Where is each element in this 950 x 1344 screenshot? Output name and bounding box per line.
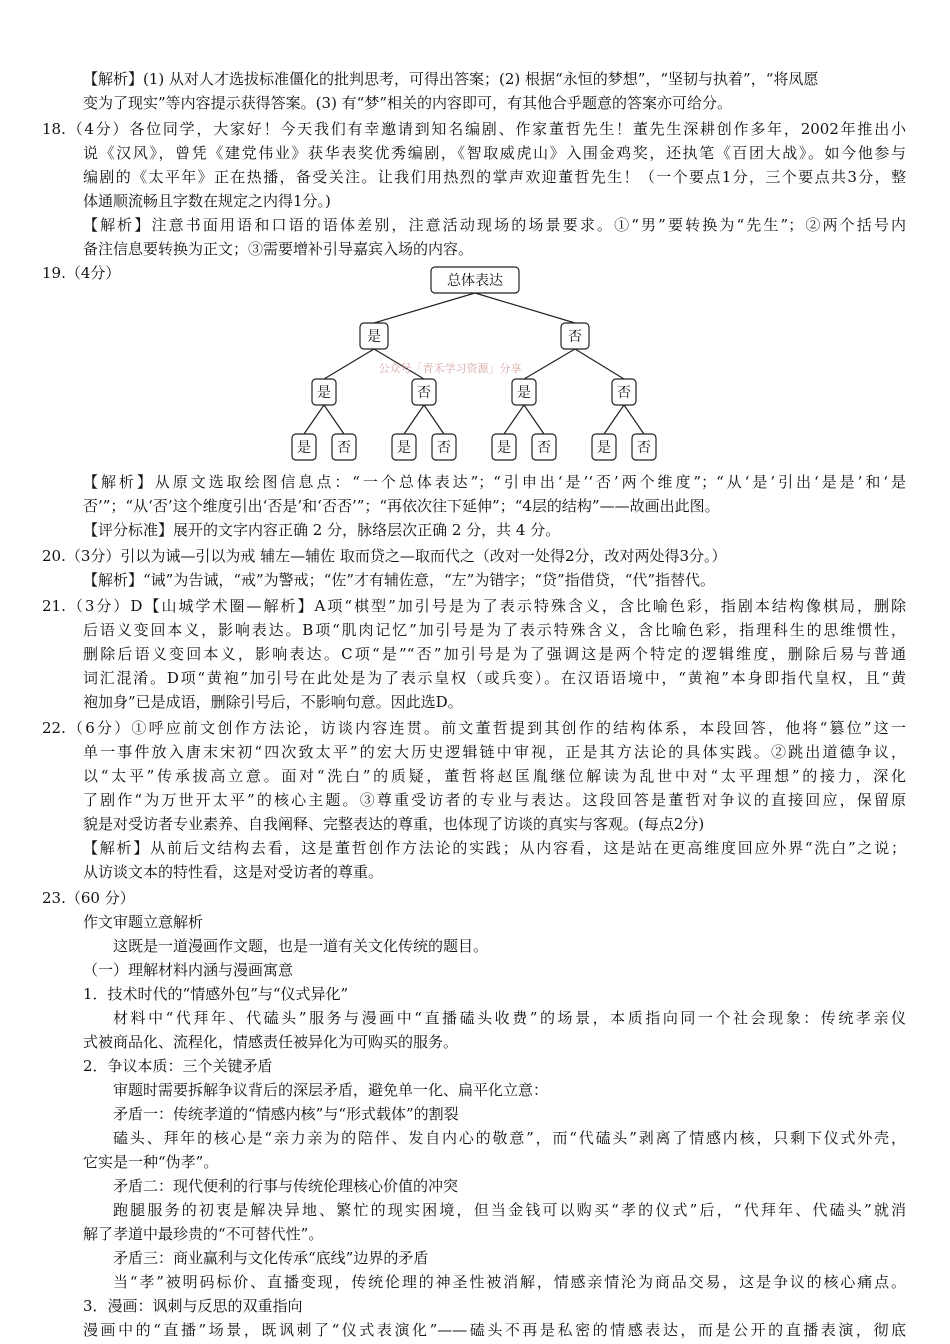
text-line: 备注信息要转换为正文；③需要增补引导嘉宾入场的内容。 (83, 240, 474, 258)
tree-node-label: 是 (297, 440, 311, 456)
tree-node (312, 379, 336, 405)
tree-node (492, 434, 516, 460)
text-line: 【解析】(1) 从对人才选拔标准僵化的批判思考，可得出答案；(2) 根据“永恒的梦想”，“坚韧与执着”，“将凤愿 (83, 70, 819, 88)
tree-edge (504, 405, 524, 434)
tree-node-label: 否 (437, 440, 451, 456)
tree-edge (624, 405, 644, 434)
text-line: 22.（6分）①呼应前文创作方法论，访谈内容连贯。前文董哲提到其创作的结构体系，本段回答，他将“篡位”这一 (42, 719, 906, 737)
text-line: 袍加身”已是成语，删除引号后，不影响句意。因此选D。 (83, 693, 463, 711)
tree-node (592, 434, 616, 460)
tree-node-label: 是 (497, 440, 511, 456)
tree-edge (304, 405, 324, 434)
text-line: 矛盾一：传统孝道的“情感内核”与“形式载体”的割裂 (113, 1105, 459, 1123)
tree-node (432, 434, 456, 460)
text-line: 18.（4分）各位同学，大家好！今天我们有幸邀请到知名编剧、作家董哲先生！董先生深耕创作多年，2002年推出小 (42, 120, 906, 138)
tree-node-label: 否 (337, 440, 351, 456)
tree-node (392, 434, 416, 460)
tree-node-label: 否 (617, 385, 631, 401)
text-line: 【解析】注意书面用语和口语的语体差别，注意活动现场的场景要求。①“男”要转换为“先生”；②两个括号内 (83, 216, 906, 234)
text-line: 跑腿服务的初衷是解决异地、繁忙的现实困境，但当金钱可以购买“孝的仪式”后，“代拜年、代磕头”就消 (113, 1201, 906, 1219)
tree-node-label: 否 (537, 440, 551, 456)
text-line: 变为了现实”等内容提示获得答案。(3) 有“梦”相关的内容即可，有其他合乎题意的答案亦可给分。 (83, 94, 733, 112)
tree-node-label: 否 (637, 440, 651, 456)
subheading-cartoon: 3．漫画：讽刺与反思的双重指向 (83, 1297, 303, 1315)
tree-node-label: 是 (597, 440, 611, 456)
tree-node-label: 总体表达 (447, 273, 503, 289)
tree-edge (324, 349, 374, 379)
tree-edge (524, 405, 544, 434)
tree-node (292, 434, 316, 460)
watermark-text: 公众号「青禾学习资源」分享 (378, 362, 522, 375)
tree-edge (524, 349, 575, 379)
tree-node-label: 否 (568, 329, 582, 345)
text-line: 21.（3分）D【山城学术圈—解析】A项“棋型”加引号是为了表示特殊含义，含比喻色彩，指剧本结构像棋局，删除 (42, 597, 906, 615)
text-line: 【解析】从前后文结构去看，这是董哲创作方法论的实践；从内容看，这是站在更高维度回应外界“洗白”之说； (83, 839, 906, 857)
text-line: 说《汉风》，曾凭《建党伟业》获华表奖优秀编剧，《智取威虎山》入围金鸡奖，还执笔《百团大战》。如今他参与 (83, 144, 906, 162)
text-line: 审题时需要拆解争议背后的深层矛盾，避免单一化、扁平化立意： (113, 1081, 549, 1099)
text-line: 从访谈文本的特性看，这是对受访者的尊重。 (83, 863, 384, 881)
tree-node (512, 379, 536, 405)
text-line: 23.（60 分） (42, 889, 135, 907)
text-line: 它实是一种“伪孝”。 (83, 1153, 219, 1171)
tree-edge (424, 405, 444, 434)
tree-node (431, 267, 519, 293)
text-line: 当“孝”被明码标价、直播变现，传统伦理的神圣性被消解，情感亲情沦为商品交易，这是争议的核心痛点。 (113, 1273, 906, 1291)
text-line: 貌是对受访者专业素养、自我阐释、完整表达的尊重，也体现了访谈的真实与客观。(每点2分) (83, 815, 705, 833)
tree-node-label: 是 (317, 385, 331, 401)
text-line: 磕头、拜年的核心是“亲力亲为的陪伴、发自内心的敬意”，而“代磕头”剥离了情感内核，只剩下仪式外壳， (113, 1129, 906, 1147)
tree-edge (374, 293, 475, 323)
text-line: 式被商品化、流程化，情感责任被异化为可购买的服务。 (83, 1033, 459, 1051)
tree-node (632, 434, 656, 460)
text-line: 以“太平”传承拔高立意。面对“洗白”的质疑，董哲将赵匡胤继位解读为乱世中对“太平理想”的接力，深化 (83, 767, 906, 785)
tree-edge (604, 405, 624, 434)
text-line: 编剧的《太平年》正在热播，备受关注。让我们用热烈的掌声欢迎董哲先生！（一个要点1分，三个要点共3分，整 (83, 168, 906, 186)
tree-edge (404, 405, 424, 434)
text-line: 作文审题立意解析 (83, 913, 204, 931)
text-line: 了剧作“为万世开太平”的核心主题。③尊重受访者的专业与表达。这段回答是董哲对争议的直接回应，保留原 (83, 791, 906, 809)
tree-node (612, 379, 636, 405)
tree-node (360, 323, 388, 349)
tree-node-label: 是 (517, 385, 531, 401)
text-line: 单一事件放入唐末宋初“四次致太平”的宏大历史逻辑链中审视，正是其方法论的具体实践。②跳出道德争议， (83, 743, 906, 761)
text-line: 【评分标准】展开的文字内容正确 2 分，脉络层次正确 2 分，共 4 分。 (83, 521, 561, 539)
text-line: 体通顺流畅且字数在规定之内得1分。) (83, 192, 331, 210)
text-line: 词汇混淆。D项“黄袍”加引号在此处是为了表示皇权（或兵变）。在汉语语境中，“黄袍”本身即指代皇权，且“黄 (83, 669, 906, 687)
tree-edge (475, 293, 575, 323)
tree-node (532, 434, 556, 460)
text-line: 这既是一道漫画作文题，也是一道有关文化传统的题目。 (113, 937, 489, 955)
tree-edge (575, 349, 624, 379)
tree-node-label: 是 (367, 329, 381, 345)
text-line: 矛盾三：商业赢利与文化传承“底线”边界的矛盾 (113, 1249, 429, 1267)
text-line: 【解析】从原文选取绘图信息点：“一个总体表达”；“引申出‘是’‘否’两个维度”；“从‘是’引出‘是是’和‘是 (83, 473, 906, 491)
text-line: 解了孝道中最珍贵的“不可替代性”。 (83, 1225, 324, 1243)
tree-node (412, 379, 436, 405)
tree-node (332, 434, 356, 460)
text-line: （一）理解材料内涵与漫画寓意 (83, 961, 294, 979)
text-line: 2．争议本质：三个关键矛盾 (83, 1057, 273, 1075)
text-line: 19.（4分） (42, 264, 121, 282)
tree-node-label: 是 (397, 440, 411, 456)
text-line: 否’”；“从‘否’这个维度引出‘否是’和‘否否’”；“再依次往下延伸”；“4层的结构”——故画出此图。 (83, 497, 720, 515)
text-line: 20.（3分）引以为诫—引以为戒 辅左—辅佐 取而贷之—取而代之（改对一处得2分，改对两处得3分。） (42, 547, 727, 565)
tree-node-label: 否 (417, 385, 431, 401)
text-line: 后语义变回本义，影响表达。B项“肌肉记忆”加引号是为了表示特殊含义，含比喻色彩，指理科生的思维惯性， (83, 621, 906, 639)
text-line: 删除后语义变回本义，影响表达。C项“是”“否”加引号是为了强调这是两个特定的逻辑维度，删除后易与普通 (83, 645, 906, 663)
text-line: 1．技术时代的“情感外包”与“仪式异化” (83, 985, 349, 1003)
tree-node (561, 323, 589, 349)
text-line: 材料中“代拜年、代磕头”服务与漫画中“直播磕头收费”的场景，本质指向同一个社会现象：传统孝亲仪 (113, 1009, 906, 1027)
paragraph-line: 漫画中的“直播”场景，既讽刺了“仪式表演化”——磕头不再是私密的情感表达，而是公开的直播表演，彻底 (83, 1321, 906, 1339)
tree-edge (324, 405, 344, 434)
text-line: 【解析】“诫”为告诫，“戒”为警戒；“佐”才有辅佐意，“左”为错字；“贷”指借贷，“代”指替代。 (83, 571, 716, 589)
text-line: 矛盾二：现代便利的行事与传统伦理核心价值的冲突 (113, 1177, 459, 1195)
